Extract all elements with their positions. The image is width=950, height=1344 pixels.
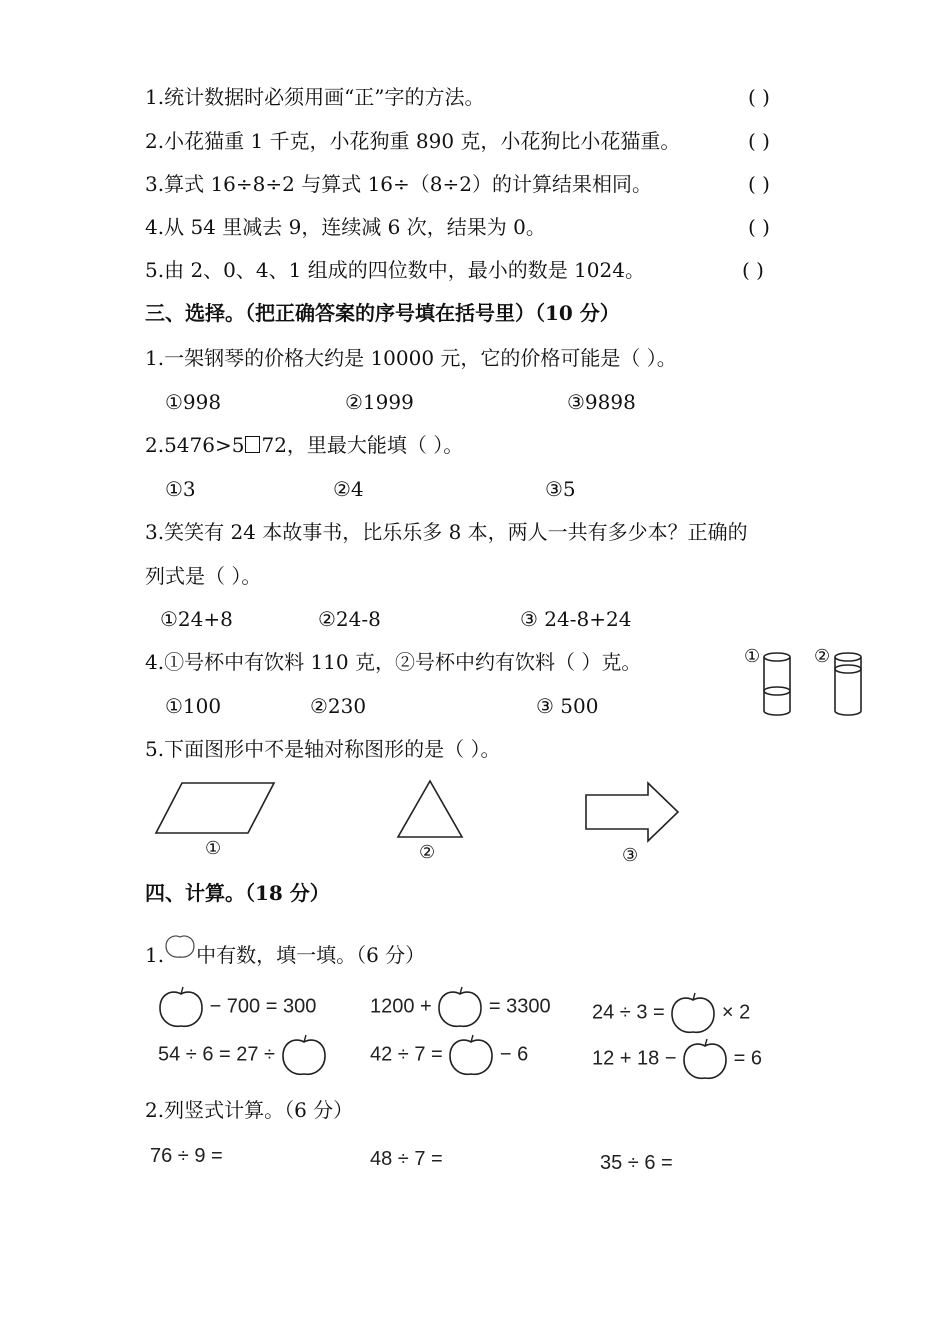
apple-eq-3 — [592, 992, 750, 1034]
parallelogram-shape — [156, 783, 274, 833]
apple-icon — [164, 934, 196, 958]
judge-item-3: 3.算式 16÷8÷2 与算式 16÷（8÷2）的计算结果相同。 — [145, 172, 652, 196]
section-choice-heading: 三、选择。（把正确答案的序号填在括号里）（10 分） — [145, 301, 620, 325]
choice-q2-text-pre: 2.5476>5 — [145, 433, 245, 457]
apple-eq-2-post: = 3300 — [488, 995, 551, 1018]
apple-eq-1-post: − 700 = 300 — [209, 995, 317, 1018]
calc-q1-prefix: 1. — [145, 943, 165, 967]
choice-q1-option-3[interactable]: ③9898 — [567, 390, 636, 414]
blank-box — [245, 436, 260, 453]
choice-q3-option-3[interactable]: ③ 24-8+24 — [520, 607, 632, 631]
answer-paren-4[interactable]: ( ) — [748, 215, 770, 239]
calc-q1 — [145, 934, 425, 968]
choice-q2-option-2[interactable]: ②4 — [333, 477, 364, 501]
calc-q2: 2.列竖式计算。（6 分） — [145, 1098, 354, 1122]
apple-eq-6-pre: 12 + 18 − — [592, 1047, 677, 1070]
apple-eq-3-post: × 2 — [721, 1001, 751, 1024]
apple-eq-6 — [592, 1038, 762, 1080]
triangle-shape — [398, 781, 462, 837]
choice-q4-option-2[interactable]: ②230 — [310, 694, 367, 718]
apple-eq-4-pre: 54 ÷ 6 = 27 ÷ — [158, 1043, 276, 1066]
choice-q1: 1.一架钢琴的价格大约是 10000 元，它的价格可能是（ ）。 — [145, 346, 677, 370]
choice-q2-text-post: 72，里最大能填（ ）。 — [261, 433, 464, 457]
apple-eq-6-post: = 6 — [733, 1047, 763, 1070]
choice-q3-option-2[interactable]: ②24-8 — [318, 607, 381, 631]
judge-item-2: 2.小花猫重 1 千克，小花狗重 890 克，小花狗比小花猫重。 — [145, 129, 681, 153]
answer-paren-1[interactable]: ( ) — [748, 85, 770, 109]
apple-blank-icon[interactable] — [281, 1034, 327, 1076]
answer-paren-2[interactable]: ( ) — [748, 129, 770, 153]
shape-label-2: ② — [419, 842, 436, 863]
answer-paren-5[interactable]: ( ) — [742, 258, 764, 282]
judge-item-1: 1.统计数据时必须用画“正”字的方法。 — [145, 85, 485, 109]
choice-q4-option-3[interactable]: ③ 500 — [536, 694, 599, 718]
apple-eq-5-post: − 6 — [499, 1043, 529, 1066]
calc-q1-suffix: 中有数，填一填。（6 分） — [196, 943, 426, 967]
choice-q3-option-1[interactable]: ①24+8 — [160, 607, 233, 631]
choice-q2 — [145, 432, 463, 458]
shape-label-3: ③ — [622, 845, 639, 866]
apple-eq-5-pre: 42 ÷ 7 = — [370, 1043, 443, 1066]
cup-1-icon — [764, 653, 790, 715]
apple-blank-icon[interactable] — [670, 992, 716, 1034]
apple-eq-3-pre: 24 ÷ 3 = — [592, 1001, 665, 1024]
apple-blank-icon[interactable] — [682, 1038, 728, 1080]
apple-eq-2-pre: 1200 + — [370, 995, 432, 1018]
vertical-calc-1: 76 ÷ 9 = — [150, 1145, 223, 1167]
choice-q3-line1: 3.笑笑有 24 本故事书，比乐乐多 8 本，两人一共有多少本？正确的 — [145, 520, 748, 544]
choice-q4-option-1[interactable]: ①100 — [165, 694, 222, 718]
cups-figure — [755, 645, 895, 725]
choice-q3-line2: 列式是（ ）。 — [145, 564, 262, 588]
apple-blank-icon[interactable] — [437, 986, 483, 1028]
choice-q2-option-3[interactable]: ③5 — [545, 477, 576, 501]
cup-2-label: ② — [814, 646, 831, 667]
vertical-calc-2: 48 ÷ 7 = — [370, 1148, 443, 1170]
apple-eq-5 — [370, 1034, 528, 1076]
choice-q1-option-2[interactable]: ②1999 — [345, 390, 414, 414]
section-calc-heading: 四、计算。（18 分） — [145, 881, 330, 905]
apple-eq-2 — [370, 986, 551, 1028]
apple-blank-icon[interactable] — [448, 1034, 494, 1076]
shape-label-1: ① — [205, 838, 222, 859]
choice-q1-option-1[interactable]: ①998 — [165, 390, 222, 414]
judge-item-4: 4.从 54 里减去 9，连续减 6 次，结果为 0。 — [145, 215, 546, 239]
choice-q2-option-1[interactable]: ①3 — [165, 477, 196, 501]
apple-eq-4 — [158, 1034, 327, 1076]
choice-q5: 5.下面图形中不是轴对称图形的是（ ）。 — [145, 737, 501, 761]
cup-2-icon — [835, 653, 861, 715]
apple-blank-icon[interactable] — [158, 986, 204, 1028]
apple-eq-1 — [158, 986, 316, 1028]
arrow-shape — [586, 783, 678, 841]
choice-q4: 4.①号杯中有饮料 110 克，②号杯中约有饮料（ ）克。 — [145, 650, 642, 674]
vertical-calc-3: 35 ÷ 6 = — [600, 1152, 673, 1174]
answer-paren-3[interactable]: ( ) — [748, 172, 770, 196]
cup-1-label: ① — [744, 646, 761, 667]
judge-item-5: 5.由 2、0、4、1 组成的四位数中，最小的数是 1024。 — [145, 258, 645, 282]
